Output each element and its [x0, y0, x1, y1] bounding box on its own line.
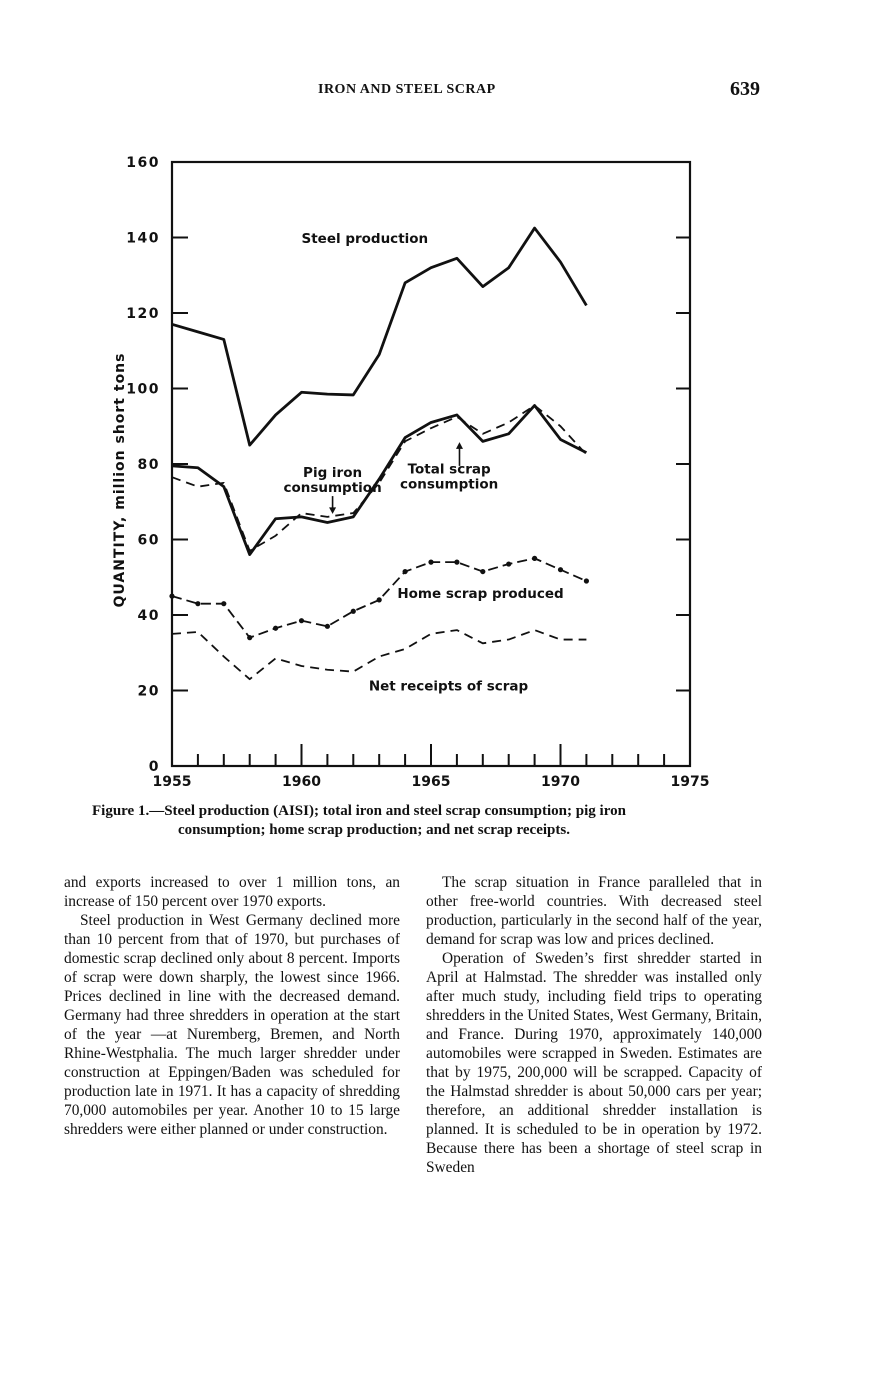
y-tick-label: 140 [126, 230, 160, 247]
y-tick-labels [126, 155, 160, 775]
x-tick-label: 1970 [541, 774, 580, 790]
caption-line-1: Figure 1.—Steel production (AISI); total iron and steel scrap consumption; pig iron [92, 803, 626, 819]
y-tick-label: 160 [126, 155, 160, 171]
caption-line-2: consumption; home scrap production; and net scrap receipts. [178, 822, 570, 838]
series-point [454, 560, 459, 565]
x-axis-ticks [198, 744, 664, 766]
x-tick-label: 1955 [152, 774, 192, 790]
y-tick-label: 60 [137, 532, 160, 549]
x-tick-labels [153, 774, 710, 790]
series-point [273, 626, 278, 631]
series-label: consumption [283, 480, 382, 497]
left-column [64, 873, 400, 1139]
series-line-net-receipts-of-scrap [172, 630, 586, 679]
series-point [221, 601, 226, 606]
paragraph: Steel production in West Germany declined more than 10 percent from that of 1970, but purchases of domestic scrap declined only about 8 percent. Imports of scrap were down sharply, the lowest since 1966. Prices declined in line with the decreased demand. Germany had three shredders in operation at the start of the year —at Nuremberg, Bremen, and North Rhine-Westphalia. The much larger shredder under construction at Eppingen/Baden was scheduled for production late in 1971. It has a capacity of shredding 70,000 automobiles per year. Another 10 to 15 large shredders were either planned or under construction. [64, 912, 400, 1138]
series-point [377, 597, 382, 602]
y-tick-label: 120 [126, 306, 160, 322]
series-point [325, 624, 330, 629]
series-point [403, 569, 408, 574]
y-tick-label: 100 [126, 381, 160, 398]
total-scrap-arrow-head [456, 442, 463, 449]
series-point [584, 578, 589, 583]
paragraph: Operation of Sweden’s first shredder started in April at Halmstad. The shredder was installed only after much study, including field trips to operating shredders in the United States, West Germany, Britain, and France. During 1970, approximately 140,000 automobiles were scrapped in Sweden. Estimates are that by 1975, 200,000 will be scrapped. Capacity of the Halmstad shredder is about 50,000 cars per year; therefore, an additional shredder installation is planned. It is scheduled to be in operation by 1972. Because there has been a shortage of steel scrap in Sweden [426, 950, 762, 1176]
series-point [480, 569, 485, 574]
series-point [195, 601, 200, 606]
right-column [426, 873, 762, 1177]
paragraph: and exports increased to over 1 million tons, an increase of 150 percent over 1970 exports. [64, 874, 400, 910]
series-label: Total scrap [407, 461, 491, 478]
figure-caption [92, 802, 792, 840]
y-tick-label: 40 [137, 608, 160, 624]
y-axis-label: QUANTITY, million short tons [112, 352, 128, 608]
running-title: IRON AND STEEL SCRAP [318, 82, 496, 97]
series-label: consumption [400, 476, 499, 493]
y-tick-label: 0 [148, 759, 160, 775]
series-label: Net receipts of scrap [368, 678, 529, 695]
series-label: Home scrap produced [397, 586, 564, 603]
series-point [506, 561, 511, 566]
series-point [532, 556, 537, 561]
series-point [247, 635, 252, 640]
series-point [351, 609, 356, 614]
x-tick-label: 1975 [670, 774, 710, 790]
series-layer [169, 228, 589, 679]
series-point [299, 618, 304, 623]
running-head [0, 78, 886, 106]
series-label: Steel production [301, 231, 429, 248]
series-point [169, 594, 174, 599]
series-point [428, 560, 433, 565]
y-tick-label: 80 [137, 457, 160, 473]
paragraph: The scrap situation in France paralleled that in other free-world countries. With decreased steel production, particularly in the second half of the year, demand for scrap was low and prices declined. [426, 874, 762, 948]
figure-1-chart [90, 140, 730, 790]
x-tick-label: 1965 [411, 774, 451, 790]
series-label: Pig iron [303, 465, 363, 482]
pig-iron-arrow-head [329, 507, 336, 513]
page-number: 639 [730, 78, 760, 100]
y-tick-label: 20 [137, 683, 160, 700]
x-tick-label: 1960 [282, 774, 321, 790]
series-point [558, 567, 563, 572]
